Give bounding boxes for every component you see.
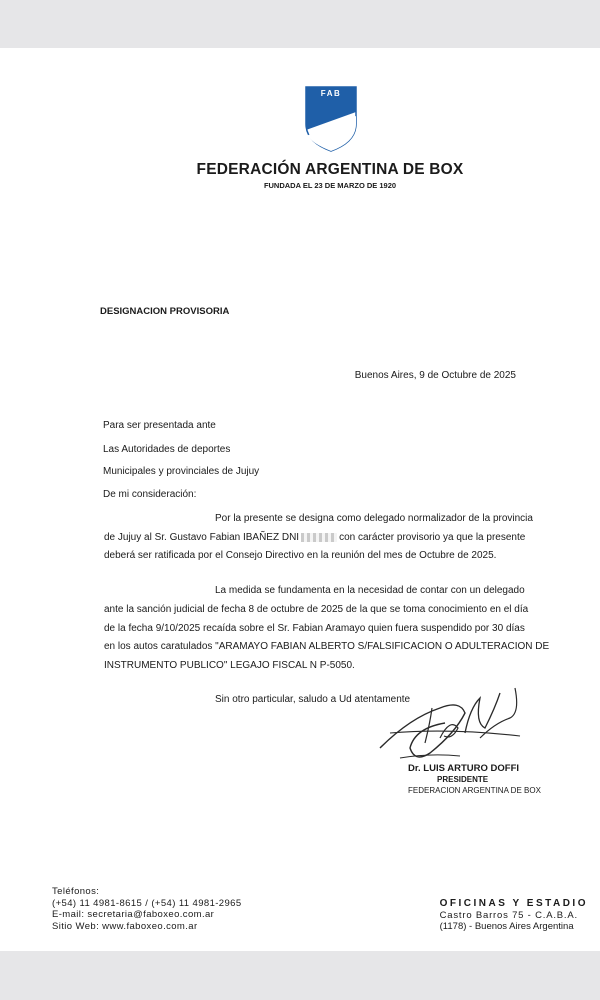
letter-page [0,48,600,951]
phones-label: Teléfonos: [52,886,100,897]
phone-numbers: (+54) 11 4981-8615 / (+54) 11 4981-2965 [52,897,242,909]
paragraph2-line: de la fecha 9/10/2025 recaída sobre el Sr. Fabian Aramayo quien fuera suspendido por 30 días [104,623,525,634]
paragraph1-line: Por la presente se designa como delegado normalizador de la provincia [215,513,533,524]
recipient-line: Municipales y provinciales de Jujuy [103,466,260,477]
logo-text: FAB [320,89,342,98]
signatory-name: Dr. LUIS ARTURO DOFFI [408,763,520,774]
recipient-line: Las Autoridades de deportes [103,444,231,455]
redacted-dni [301,533,337,542]
footer-address [440,898,588,933]
paragraph2-line: INSTRUMENTO PUBLICO" LEGAJO FISCAL N P-5050. [104,660,355,671]
paragraph1-line [104,532,525,544]
founded-date: FUNDADA EL 23 DE MARZO DE 1920 [263,181,397,190]
paragraph1-text: de Jujuy al Sr. Gustavo Fabian IBAÑEZ DNI [104,532,300,543]
organization-name: FEDERACIÓN ARGENTINA DE BOX [196,161,464,178]
paragraph2-line: La medida se fundamenta en la necesidad de contar con un delegado [215,585,525,596]
document-subject: DESIGNACION PROVISORIA [100,306,230,317]
paragraph2-line: en los autos caratulados "ARAMAYO FABIAN ALBERTO S/FALSIFICACION O ADULTERACION DE [104,641,550,652]
address-line: (1178) - Buenos Aires Argentina [439,921,574,932]
footer-contact [52,886,242,932]
recipient-line: Para ser presentada ante [103,420,216,431]
paragraph1-line: deberá ser ratificada por el Consejo Directivo en la reunión del mes de Octubre de 2025. [104,550,497,561]
paragraph1-text: con carácter provisorio ya que la presente [339,532,526,543]
handwritten-signature [370,678,530,768]
signatory-organization: FEDERACION ARGENTINA DE BOX [408,786,541,795]
fab-shield-logo [305,86,357,152]
salutation: De mi consideración: [103,489,197,500]
address-line: Castro Barros 75 - C.A.B.A. [439,909,578,921]
office-title: OFICINAS Y ESTADIO [439,898,588,909]
paragraph2-line: ante la sanción judicial de fecha 8 de octubre de 2025 de la que se toma conocimiento en el día [104,604,529,615]
website-address: Sitio Web: www.faboxeo.com.ar [52,920,198,932]
closing-line: Sin otro particular, saludo a Ud atentamente [215,694,411,705]
signatory-title: PRESIDENTE [437,775,489,784]
document-date: Buenos Aires, 9 de Octubre de 2025 [354,370,516,381]
email-address: E-mail: secretaria@faboxeo.com.ar [52,909,215,920]
